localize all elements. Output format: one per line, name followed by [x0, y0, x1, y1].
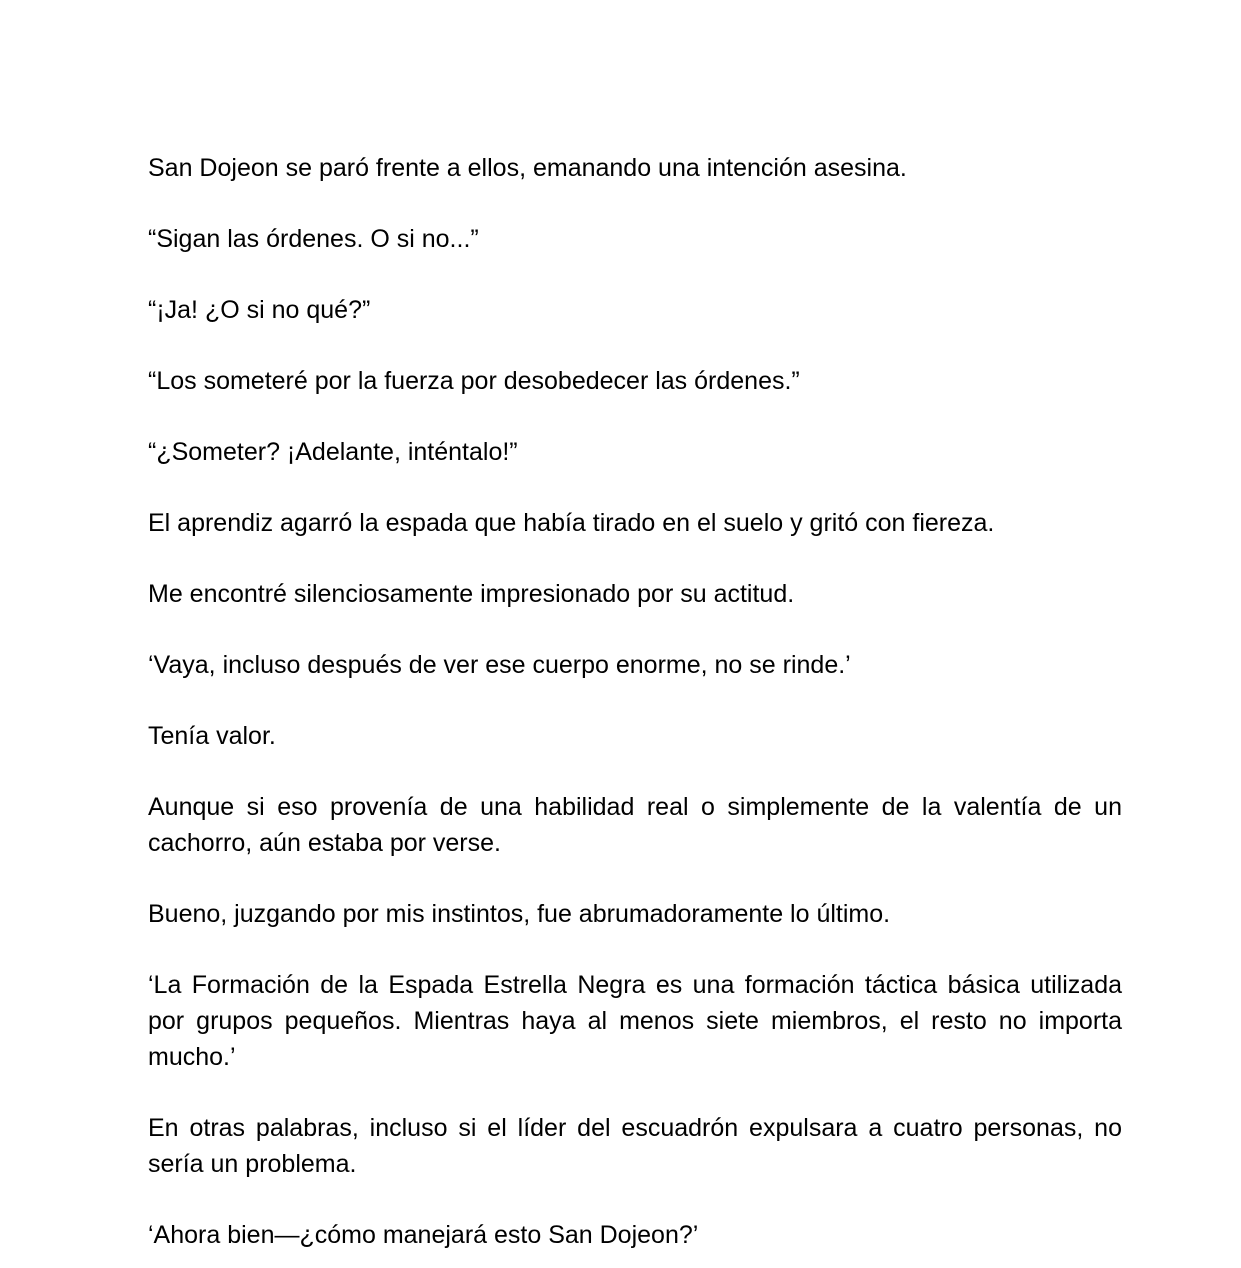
paragraph: En otras palabras, incluso si el líder del escuadrón expulsara a cuatro personas, no sería un problema.: [148, 1114, 1122, 1178]
paragraph: Me encontré silenciosamente impresionado por su actitud.: [148, 580, 795, 608]
paragraph: “Sigan las órdenes. O si no...”: [148, 225, 479, 253]
paragraph: ‘Vaya, incluso después de ver ese cuerpo enorme, no se rinde.’: [148, 651, 851, 679]
paragraph: Tenía valor.: [148, 722, 276, 750]
paragraph: Aunque si eso provenía de una habilidad real o simplemente de la valentía de un cachorro, aún estaba por verse.: [148, 793, 1122, 857]
document-page: [148, 150, 1122, 1253]
paragraph: El aprendiz agarró la espada que había tirado en el suelo y gritó con fiereza.: [148, 509, 995, 537]
paragraph: “¡Ja! ¿O si no qué?”: [148, 296, 371, 324]
paragraph: “¿Someter? ¡Adelante, inténtalo!”: [148, 438, 518, 466]
paragraph: “Los someteré por la fuerza por desobedecer las órdenes.”: [148, 367, 800, 395]
paragraph: ‘La Formación de la Espada Estrella Negra es una formación táctica básica utilizada por grupos pequeños. Mientras haya al menos siete miembros, el resto no importa mucho.’: [148, 971, 1122, 1071]
paragraph: San Dojeon se paró frente a ellos, emanando una intención asesina.: [148, 154, 907, 182]
paragraph: ‘Ahora bien—¿cómo manejará esto San Dojeon?’: [148, 1221, 699, 1249]
paragraph: Bueno, juzgando por mis instintos, fue abrumadoramente lo último.: [148, 900, 891, 928]
